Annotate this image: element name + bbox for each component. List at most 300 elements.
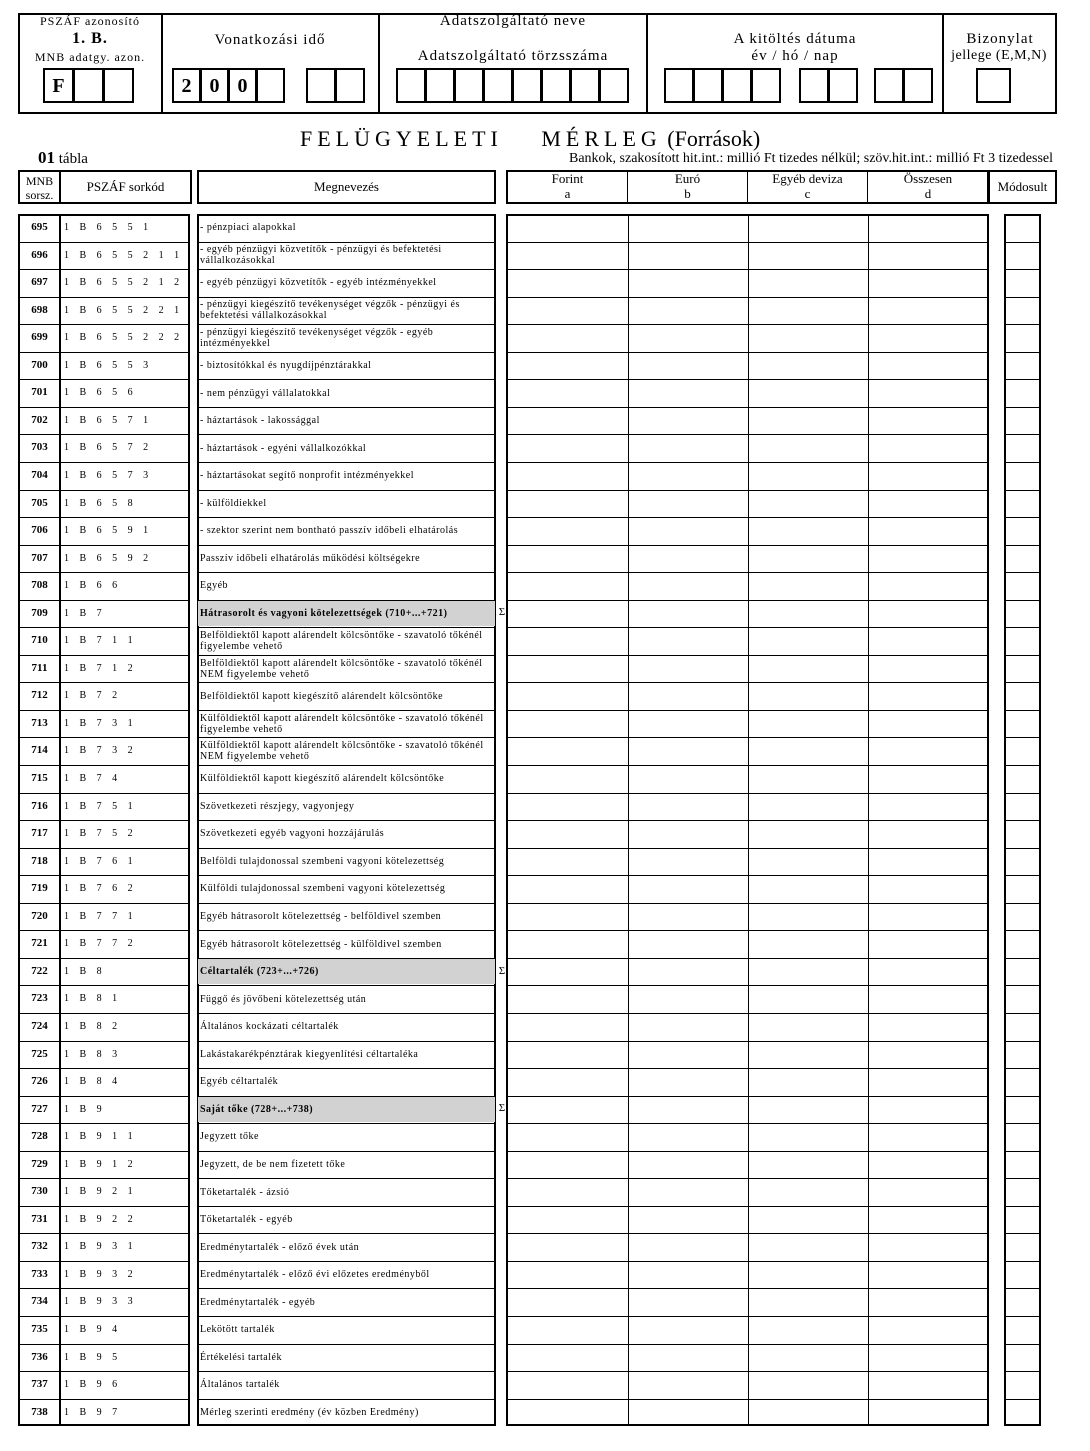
modified-cell[interactable]	[1006, 1345, 1039, 1371]
value-cell-total[interactable]	[869, 215, 987, 241]
table-row	[0, 352, 1090, 380]
value-cell-total[interactable]	[869, 546, 987, 572]
value-cell-forint[interactable]	[508, 876, 628, 902]
value-cell-euro[interactable]	[629, 1207, 748, 1233]
table-row	[0, 1041, 1090, 1069]
value-cell-other-currency[interactable]	[749, 1179, 868, 1205]
value-cell-other-currency[interactable]	[749, 518, 868, 544]
value-cell-euro[interactable]	[629, 1097, 748, 1123]
row-description-text: Belföldiektől kapott alárendelt kölcsöntőke - szavatoló tőkénél figyelembe vehető	[200, 630, 483, 653]
value-cell-other-currency[interactable]	[749, 1152, 868, 1178]
value-cell-other-currency[interactable]	[749, 215, 868, 241]
value-cell-other-currency[interactable]	[749, 1069, 868, 1095]
value-cell-other-currency[interactable]	[749, 1234, 868, 1260]
row-description	[200, 1288, 492, 1316]
value-cell-other-currency[interactable]	[749, 298, 868, 324]
row-number: 699	[31, 331, 48, 344]
value-cell-other-currency[interactable]	[749, 1014, 868, 1040]
value-cell-other-currency[interactable]	[749, 463, 868, 489]
modified-cell[interactable]	[1006, 1317, 1039, 1343]
value-cell-forint[interactable]	[508, 546, 628, 572]
value-cell-other-currency[interactable]	[749, 270, 868, 296]
value-cell-total[interactable]	[869, 1234, 987, 1260]
value-cell-total[interactable]	[869, 1289, 987, 1315]
value-cell-total[interactable]	[869, 959, 987, 985]
value-cell-total[interactable]	[869, 1179, 987, 1205]
value-cell-forint[interactable]	[508, 298, 628, 324]
value-cell-other-currency[interactable]	[749, 986, 868, 1012]
value-cell-forint[interactable]	[508, 1042, 628, 1068]
row-description-text: Értékelési tartalék	[200, 1351, 282, 1363]
value-cell-other-currency[interactable]	[749, 628, 868, 654]
col-header-other-sub: c	[804, 186, 811, 201]
row-description-text: Lakástakarékpénztárak kiegyenlítési céltartaléka	[200, 1048, 419, 1060]
modified-cell[interactable]	[1006, 959, 1039, 985]
value-cell-forint[interactable]	[508, 656, 628, 682]
value-cell-euro[interactable]	[629, 656, 748, 682]
row-number: 708	[31, 579, 48, 592]
row-description-text: Belföldiektől kapott alárendelt kölcsöntőke - szavatoló tőkénél NEM figyelembe vehető	[200, 657, 483, 680]
value-cell-euro[interactable]	[629, 876, 748, 902]
row-description	[200, 1316, 492, 1344]
col-header-mnb-1: MNB	[25, 174, 54, 188]
value-cell-total[interactable]	[869, 1317, 987, 1343]
value-cell-forint[interactable]	[508, 1097, 628, 1123]
row-description	[200, 682, 492, 710]
row-description-text: Külföldi tulajdonossal szembeni vagyoni kötelezettség	[200, 883, 446, 895]
value-cell-total[interactable]	[869, 518, 987, 544]
modified-cell[interactable]	[1006, 270, 1039, 296]
modified-cell[interactable]	[1006, 298, 1039, 324]
value-cell-forint[interactable]	[508, 1179, 628, 1205]
value-cell-other-currency[interactable]	[749, 821, 868, 847]
year-box-1[interactable]: 2	[172, 68, 201, 103]
value-cell-other-currency[interactable]	[749, 656, 868, 682]
modified-cell[interactable]	[1006, 353, 1039, 379]
value-cell-euro[interactable]	[629, 435, 748, 461]
row-description	[200, 214, 492, 242]
row-description	[200, 655, 492, 683]
row-description-text: Egyéb hátrasorolt kötelezettség - külföldivel szemben	[200, 938, 442, 950]
mnb-id-box-1[interactable]: F	[43, 68, 74, 103]
row-number: 727	[31, 1102, 48, 1115]
value-cell-total[interactable]	[869, 1014, 987, 1040]
value-cell-total[interactable]	[869, 491, 987, 517]
value-cell-total[interactable]	[869, 1042, 987, 1068]
value-cell-euro[interactable]	[629, 849, 748, 875]
modified-cell[interactable]	[1006, 380, 1039, 406]
row-pszaf-code: 1 B 6 5 9 1	[64, 525, 153, 537]
modified-cell[interactable]	[1006, 1262, 1039, 1288]
table-row	[0, 1371, 1090, 1399]
value-cell-euro[interactable]	[629, 353, 748, 379]
value-cell-euro[interactable]	[629, 959, 748, 985]
value-cell-other-currency[interactable]	[749, 849, 868, 875]
value-cell-euro[interactable]	[629, 986, 748, 1012]
modified-cell[interactable]	[1006, 876, 1039, 902]
table-row	[0, 710, 1090, 738]
value-cell-other-currency[interactable]	[749, 1400, 868, 1426]
value-cell-total[interactable]	[869, 1124, 987, 1150]
value-cell-forint[interactable]	[508, 1207, 628, 1233]
value-cell-euro[interactable]	[629, 931, 748, 957]
value-cell-euro[interactable]	[629, 794, 748, 820]
value-cell-other-currency[interactable]	[749, 491, 868, 517]
value-cell-forint[interactable]	[508, 491, 628, 517]
value-cell-euro[interactable]	[629, 601, 748, 627]
value-cell-forint[interactable]	[508, 518, 628, 544]
table-number-word: tábla	[58, 151, 88, 167]
value-cell-euro[interactable]	[629, 904, 748, 930]
modified-cell[interactable]	[1006, 243, 1039, 269]
row-description	[200, 572, 492, 600]
value-cell-euro[interactable]	[629, 1234, 748, 1260]
table-row	[0, 682, 1090, 710]
modified-cell[interactable]	[1006, 986, 1039, 1012]
value-cell-euro[interactable]	[629, 738, 748, 764]
value-cell-euro[interactable]	[629, 628, 748, 654]
doc-type-label-2: jellege (E,M,N)	[951, 48, 1047, 63]
modified-cell[interactable]	[1006, 215, 1039, 241]
value-cell-forint[interactable]	[508, 408, 628, 434]
row-pszaf-code: 1 B 6 5 5 1	[64, 222, 153, 233]
sum-marker: Σ	[498, 1102, 506, 1115]
value-cell-euro[interactable]	[629, 298, 748, 324]
value-cell-total[interactable]	[869, 1097, 987, 1123]
value-cell-total[interactable]	[869, 270, 987, 296]
value-cell-euro[interactable]	[629, 1317, 748, 1343]
value-cell-other-currency[interactable]	[749, 1345, 868, 1371]
table-row	[0, 958, 1090, 986]
row-description-text: Tőketartalék - egyéb	[200, 1214, 293, 1226]
value-cell-other-currency[interactable]	[749, 711, 868, 737]
col-header-forint-sub: a	[564, 186, 571, 201]
modified-cell[interactable]	[1006, 325, 1039, 351]
modified-cell[interactable]	[1006, 1042, 1039, 1068]
value-cell-other-currency[interactable]	[749, 601, 868, 627]
value-cell-total[interactable]	[869, 931, 987, 957]
value-cell-euro[interactable]	[629, 1152, 748, 1178]
value-cell-euro[interactable]	[629, 518, 748, 544]
modified-cell[interactable]	[1006, 601, 1039, 627]
row-pszaf-code: 1 B 6 5 9 2	[64, 552, 153, 564]
modified-cell[interactable]	[1006, 821, 1039, 847]
row-pszaf-code: 1 B 6 5 5 2 1 2	[64, 277, 184, 289]
row-description-text: - háztartásokat segítő nonprofit intézményekkel	[200, 470, 414, 482]
value-cell-forint[interactable]	[508, 1014, 628, 1040]
value-cell-total[interactable]	[869, 711, 987, 737]
value-cell-other-currency[interactable]	[749, 1124, 868, 1150]
value-cell-total[interactable]	[869, 876, 987, 902]
modified-cell[interactable]	[1006, 491, 1039, 517]
modified-cell[interactable]	[1006, 738, 1039, 764]
row-number: 733	[31, 1267, 48, 1280]
row-pszaf-code: 1 B 9 7	[64, 1406, 122, 1418]
modified-cell[interactable]	[1006, 463, 1039, 489]
value-cell-forint[interactable]	[508, 435, 628, 461]
row-pszaf-code: 1 B 9 2 1	[64, 1186, 137, 1198]
value-cell-total[interactable]	[869, 1152, 987, 1178]
value-cell-forint[interactable]	[508, 380, 628, 406]
table-row	[0, 324, 1090, 352]
modified-cell[interactable]	[1006, 1069, 1039, 1095]
modified-cell[interactable]	[1006, 1179, 1039, 1205]
modified-cell[interactable]	[1006, 1234, 1039, 1260]
value-cell-total[interactable]	[869, 794, 987, 820]
value-cell-forint[interactable]	[508, 849, 628, 875]
value-cell-forint[interactable]	[508, 243, 628, 269]
value-cell-forint[interactable]	[508, 959, 628, 985]
value-cell-euro[interactable]	[629, 1372, 748, 1398]
value-cell-forint[interactable]	[508, 573, 628, 599]
value-cell-euro[interactable]	[629, 215, 748, 241]
value-cell-forint[interactable]	[508, 325, 628, 351]
row-description	[200, 545, 492, 573]
row-description	[200, 710, 492, 738]
value-cell-other-currency[interactable]	[749, 794, 868, 820]
modified-cell[interactable]	[1006, 1289, 1039, 1315]
value-cell-total[interactable]	[869, 821, 987, 847]
value-cell-other-currency[interactable]	[749, 1207, 868, 1233]
value-cell-total[interactable]	[869, 904, 987, 930]
value-cell-total[interactable]	[869, 628, 987, 654]
row-pszaf-code: 1 B 6 6	[64, 580, 122, 592]
row-pszaf-code: 1 B 7 6 1	[64, 855, 137, 867]
value-cell-euro[interactable]	[629, 766, 748, 792]
value-cell-forint[interactable]	[508, 1345, 628, 1371]
value-cell-euro[interactable]	[629, 380, 748, 406]
row-description-text: - pénzpiaci alapokkal	[200, 222, 297, 234]
table-row	[0, 242, 1090, 270]
value-cell-forint[interactable]	[508, 1400, 628, 1426]
row-number: 719	[31, 882, 48, 895]
value-cell-euro[interactable]	[629, 1014, 748, 1040]
value-cell-total[interactable]	[869, 408, 987, 434]
value-cell-forint[interactable]	[508, 683, 628, 709]
value-cell-euro[interactable]	[629, 243, 748, 269]
value-cell-euro[interactable]	[629, 1069, 748, 1095]
value-cell-other-currency[interactable]	[749, 904, 868, 930]
table-row	[0, 820, 1090, 848]
row-description	[200, 627, 492, 655]
value-cell-euro[interactable]	[629, 1345, 748, 1371]
value-cell-other-currency[interactable]	[749, 573, 868, 599]
value-cell-total[interactable]	[869, 1262, 987, 1288]
value-cell-euro[interactable]	[629, 1289, 748, 1315]
value-cell-other-currency[interactable]	[749, 931, 868, 957]
value-cell-total[interactable]	[869, 1400, 987, 1426]
value-cell-euro[interactable]	[629, 463, 748, 489]
value-cell-forint[interactable]	[508, 1372, 628, 1398]
value-cell-other-currency[interactable]	[749, 546, 868, 572]
value-cell-total[interactable]	[869, 738, 987, 764]
value-cell-euro[interactable]	[629, 408, 748, 434]
value-cell-forint[interactable]	[508, 1069, 628, 1095]
row-pszaf-code: 1 B 8	[64, 965, 106, 977]
value-cell-euro[interactable]	[629, 683, 748, 709]
value-cell-other-currency[interactable]	[749, 1097, 868, 1123]
modified-cell[interactable]	[1006, 1372, 1039, 1398]
table-row	[0, 1344, 1090, 1372]
value-cell-other-currency[interactable]	[749, 1372, 868, 1398]
value-cell-forint[interactable]	[508, 794, 628, 820]
value-cell-total[interactable]	[869, 380, 987, 406]
value-cell-total[interactable]	[869, 683, 987, 709]
value-cell-other-currency[interactable]	[749, 380, 868, 406]
value-cell-other-currency[interactable]	[749, 959, 868, 985]
value-cell-forint[interactable]	[508, 1234, 628, 1260]
row-number: 721	[31, 937, 48, 950]
modified-cell[interactable]	[1006, 656, 1039, 682]
row-description-text: Eredménytartalék - előző évi előzetes eredményből	[200, 1269, 430, 1281]
value-cell-euro[interactable]	[629, 821, 748, 847]
row-description	[200, 1399, 492, 1427]
value-cell-total[interactable]	[869, 766, 987, 792]
table-row	[0, 545, 1090, 573]
row-pszaf-code: 1 B 7 4	[64, 773, 122, 784]
value-cell-euro[interactable]	[629, 325, 748, 351]
value-cell-euro[interactable]	[629, 711, 748, 737]
value-cell-forint[interactable]	[508, 986, 628, 1012]
modified-cell[interactable]	[1006, 794, 1039, 820]
row-pszaf-code: 1 B 9 3 2	[64, 1268, 137, 1280]
row-description-text: Eredménytartalék - egyéb	[200, 1296, 316, 1308]
row-description-text: Külföldiektől kapott alárendelt kölcsöntőke - szavatoló tőkénél figyelembe vehető	[200, 712, 484, 735]
value-cell-euro[interactable]	[629, 1262, 748, 1288]
modified-cell[interactable]	[1006, 683, 1039, 709]
modified-cell[interactable]	[1006, 1124, 1039, 1150]
value-cell-total[interactable]	[869, 849, 987, 875]
value-cell-euro[interactable]	[629, 573, 748, 599]
value-cell-forint[interactable]	[508, 601, 628, 627]
value-cell-forint[interactable]	[508, 270, 628, 296]
value-cell-forint[interactable]	[508, 931, 628, 957]
value-cell-euro[interactable]	[629, 1042, 748, 1068]
value-cell-forint[interactable]	[508, 1289, 628, 1315]
value-cell-total[interactable]	[869, 656, 987, 682]
value-cell-total[interactable]	[869, 243, 987, 269]
value-cell-forint[interactable]	[508, 463, 628, 489]
table-row	[0, 903, 1090, 931]
value-cell-other-currency[interactable]	[749, 1317, 868, 1343]
value-cell-other-currency[interactable]	[749, 1289, 868, 1315]
value-cell-forint[interactable]	[508, 1262, 628, 1288]
year-box-3[interactable]: 0	[228, 68, 257, 103]
row-description-text: - külföldiekkel	[200, 497, 267, 509]
value-cell-euro[interactable]	[629, 1400, 748, 1426]
value-cell-total[interactable]	[869, 1372, 987, 1398]
year-box-2[interactable]: 0	[200, 68, 229, 103]
value-cell-total[interactable]	[869, 353, 987, 379]
value-cell-forint[interactable]	[508, 766, 628, 792]
value-cell-forint[interactable]	[508, 738, 628, 764]
value-cell-other-currency[interactable]	[749, 738, 868, 764]
value-cell-other-currency[interactable]	[749, 408, 868, 434]
modified-cell[interactable]	[1006, 1400, 1039, 1426]
modified-cell[interactable]	[1006, 546, 1039, 572]
modified-cell[interactable]	[1006, 518, 1039, 544]
row-pszaf-code: 1 B 8 1	[64, 993, 122, 1005]
value-cell-forint[interactable]	[508, 711, 628, 737]
value-cell-other-currency[interactable]	[749, 1042, 868, 1068]
row-number: 729	[31, 1157, 48, 1170]
row-description-text: Függő és jövőbeni kötelezettség után	[200, 993, 367, 1005]
value-cell-forint[interactable]	[508, 215, 628, 241]
value-cell-euro[interactable]	[629, 270, 748, 296]
value-cell-total[interactable]	[869, 1069, 987, 1095]
modified-cell[interactable]	[1006, 628, 1039, 654]
row-number: 710	[31, 634, 48, 647]
value-cell-other-currency[interactable]	[749, 683, 868, 709]
row-description-text: - szektor szerint nem bontható passzív időbeli elhatárolás	[200, 525, 459, 537]
modified-cell[interactable]	[1006, 408, 1039, 434]
value-cell-total[interactable]	[869, 463, 987, 489]
mnb-label: MNB adatgy. azon.	[34, 50, 146, 64]
value-cell-total[interactable]	[869, 435, 987, 461]
value-cell-euro[interactable]	[629, 1179, 748, 1205]
row-pszaf-code: 1 B 9 6	[64, 1379, 122, 1391]
row-description-text: Céltartalék (723+...+726)	[200, 966, 319, 978]
value-cell-euro[interactable]	[629, 1124, 748, 1150]
value-cell-other-currency[interactable]	[749, 876, 868, 902]
modified-cell[interactable]	[1006, 1014, 1039, 1040]
value-cell-total[interactable]	[869, 1345, 987, 1371]
value-cell-forint[interactable]	[508, 1317, 628, 1343]
value-cell-forint[interactable]	[508, 628, 628, 654]
value-cell-other-currency[interactable]	[749, 353, 868, 379]
value-cell-total[interactable]	[869, 298, 987, 324]
value-cell-euro[interactable]	[629, 546, 748, 572]
row-number: 717	[31, 827, 48, 840]
value-cell-total[interactable]	[869, 573, 987, 599]
row-number: 728	[31, 1130, 48, 1143]
value-cell-forint[interactable]	[508, 1152, 628, 1178]
value-cell-other-currency[interactable]	[749, 1262, 868, 1288]
modified-cell[interactable]	[1006, 1097, 1039, 1123]
modified-cell[interactable]	[1006, 766, 1039, 792]
value-cell-other-currency[interactable]	[749, 325, 868, 351]
modified-cell[interactable]	[1006, 904, 1039, 930]
fill-date-sub: év / hó / nap	[751, 48, 839, 64]
value-cell-total[interactable]	[869, 601, 987, 627]
row-pszaf-code: 1 B 6 5 8	[64, 497, 137, 509]
modified-cell[interactable]	[1006, 573, 1039, 599]
value-cell-total[interactable]	[869, 986, 987, 1012]
modified-cell[interactable]	[1006, 435, 1039, 461]
row-description	[200, 1371, 492, 1399]
modified-cell[interactable]	[1006, 1152, 1039, 1178]
row-number: 715	[31, 772, 48, 784]
value-cell-total[interactable]	[869, 325, 987, 351]
value-cell-other-currency[interactable]	[749, 435, 868, 461]
modified-cell[interactable]	[1006, 711, 1039, 737]
value-cell-other-currency[interactable]	[749, 766, 868, 792]
modified-cell[interactable]	[1006, 931, 1039, 957]
value-cell-other-currency[interactable]	[749, 243, 868, 269]
value-cell-euro[interactable]	[629, 491, 748, 517]
value-cell-forint[interactable]	[508, 904, 628, 930]
value-cell-forint[interactable]	[508, 821, 628, 847]
value-cell-forint[interactable]	[508, 353, 628, 379]
sum-marker: Σ	[498, 964, 506, 977]
modified-cell[interactable]	[1006, 849, 1039, 875]
table-row	[0, 434, 1090, 462]
value-cell-total[interactable]	[869, 1207, 987, 1233]
modified-cell[interactable]	[1006, 1207, 1039, 1233]
row-description	[200, 1123, 492, 1151]
value-cell-forint[interactable]	[508, 1124, 628, 1150]
table-row	[0, 1261, 1090, 1289]
